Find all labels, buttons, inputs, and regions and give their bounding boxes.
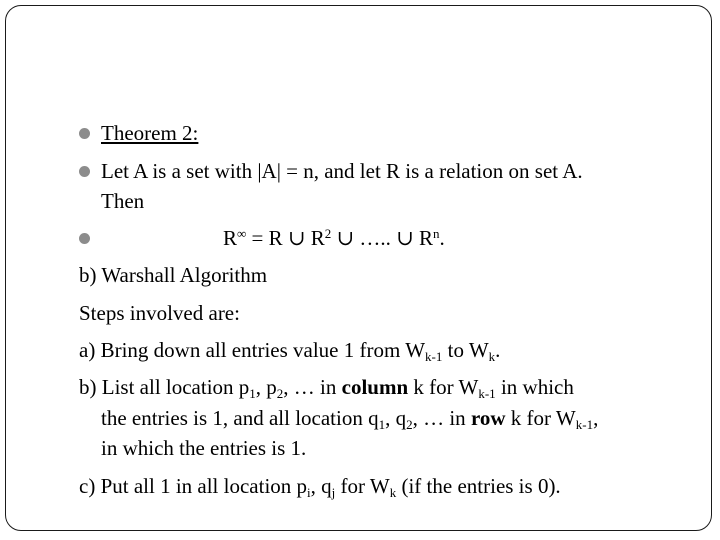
- theorem-title: Theorem 2:: [101, 121, 199, 145]
- statement-line-2: Then: [101, 189, 145, 213]
- bullet-theorem: [101, 121, 198, 145]
- step-b-line-2: the entries is 1, and all location $q_1$, $q_2$, … in row k for $W_{k-1}$,: [101, 406, 599, 432]
- steps-heading: Steps involved are:: [79, 301, 240, 325]
- bullet-statement: [101, 159, 583, 183]
- statement-line-1: Let A is a set with |A| = n, and let R is a relation on set A.: [101, 159, 583, 183]
- closure-formula: R∞ = R ∪ $R^2$ ∪ ….. ∪ $R^n$.: [223, 226, 445, 250]
- step-b-line-3: in which the entries is 1.: [101, 436, 307, 460]
- bullet-dot: [79, 233, 90, 244]
- bullet-dot: [79, 128, 90, 139]
- warshall-heading: b) Warshall Algorithm: [79, 263, 268, 287]
- step-a: a) Bring down all entries value 1 from $W_{k-1}$ to $W_k$.: [79, 338, 501, 364]
- step-c: c) Put all 1 in all location $p_i$, $q_j$ for $W_k$ (if the entries is 0).: [79, 474, 561, 500]
- bullet-dot: [79, 166, 90, 177]
- step-b-line-1: b) List all location $p_1$, $p_2$, … in column k for $W_{k-1}$ in which: [79, 375, 574, 401]
